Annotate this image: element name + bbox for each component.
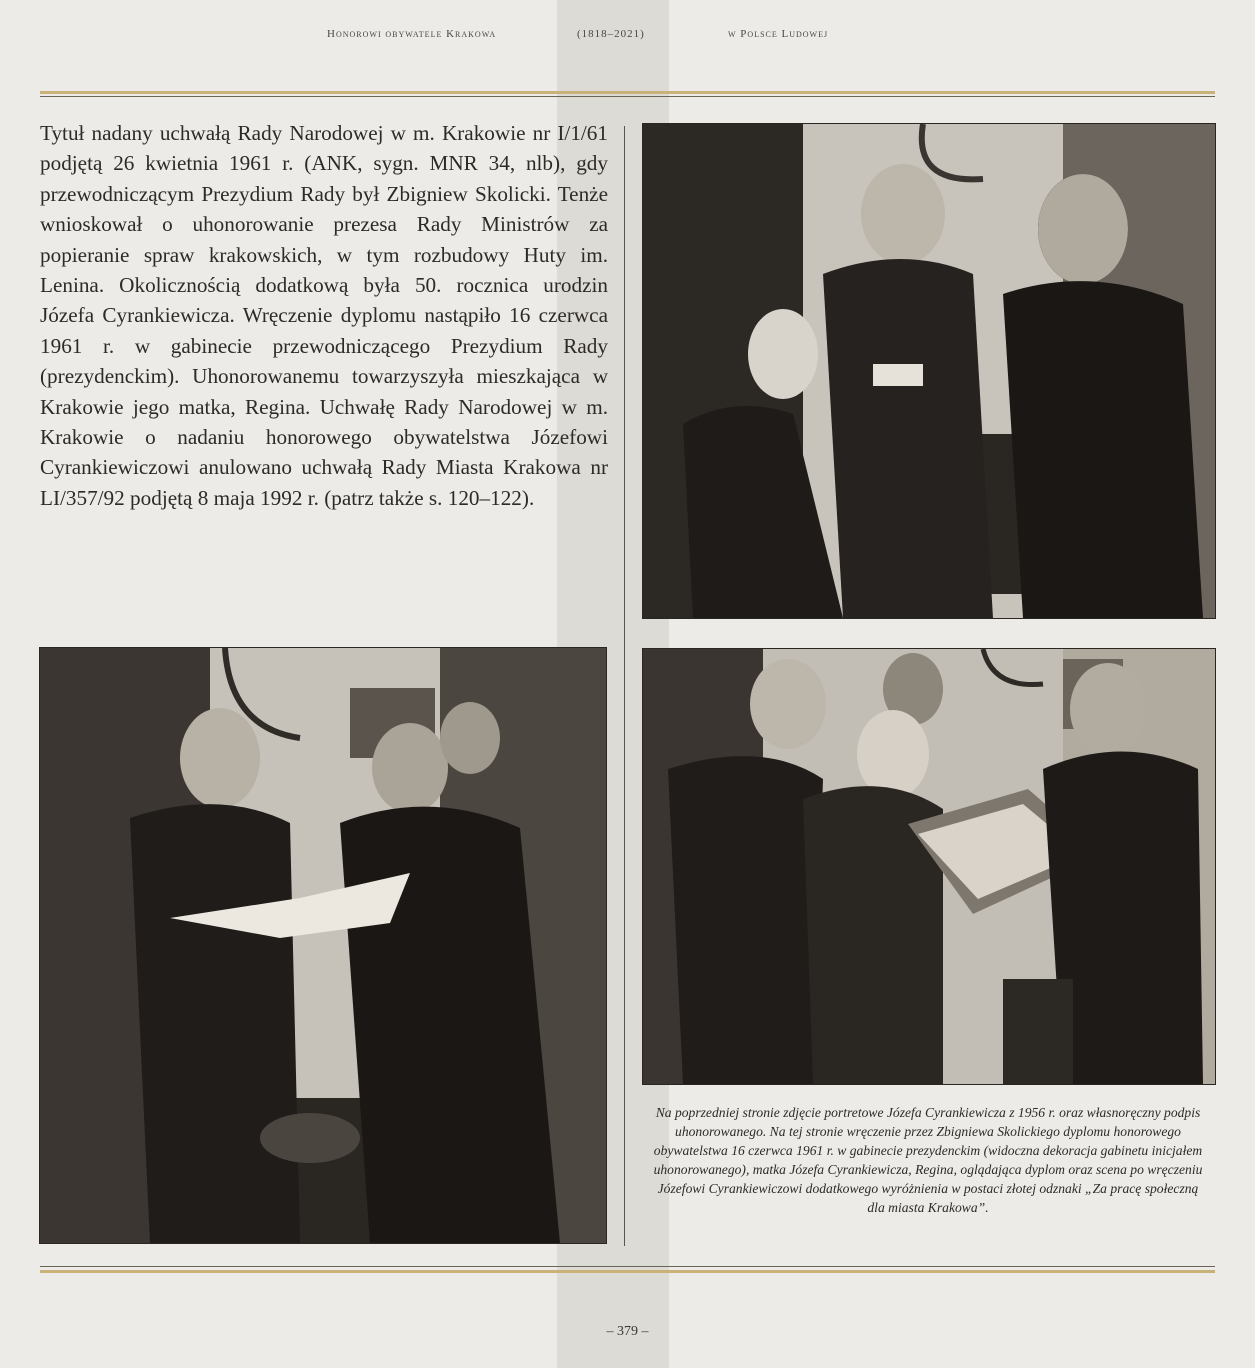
photo-caption: Na poprzedniej stronie zdjęcie portretowe Józefa Cyrankiewicza z 1956 r. oraz własnoręczny podpis uhonorowanego. Na tej stronie wręczenie przez Zbigniewa Skolickiego dyplomu honorowego obywatelstwa 16 czerwca 1961 r. w gabinecie prezydenckim (widoczna dekoracja gabinetu inicjałem uhonorowanego), matka Józefa Cyrankiewicza, Regina, oglądająca dyplom oraz scena po wręczeniu Józefowi Cyrankiewiczowi dodatkowego wyróżnienia w postaci złotej odznaki „Za pracę społeczną dla miasta Krakowa”.	[653, 1105, 1203, 1215]
photo-diploma-handover	[40, 648, 606, 1243]
column-divider	[624, 126, 625, 1246]
photo-mother-with-diploma	[643, 649, 1215, 1084]
footer-rule-gold	[40, 1270, 1215, 1273]
running-header	[0, 28, 1255, 50]
header-chapter: w Polsce Ludowej	[728, 28, 829, 40]
header-rule-gold	[40, 91, 1215, 94]
footer-rule-thin	[40, 1266, 1215, 1267]
photo-badge-presentation	[643, 124, 1215, 618]
header-book-title: Honorowi obywatele Krakowa	[327, 28, 497, 40]
main-paragraph: Tytuł nadany uchwałą Rady Narodowej w m. Krakowie nr I/1/61 podjętą 26 kwietnia 1961 r. (ANK, sygn. MNR 34, nlb), gdy przewodniczącym Prezydium Rady był Zbigniew Skolicki. Tenże wnioskował o uhonorowanie prezesa Rady Ministrów za popieranie spraw krakowskich, w tym rozbudowy Huty im. Lenina. Okolicznością dodatkową była 50. rocznica urodzin Józefa Cyrankiewicza. Wręczenie dyplomu nastąpiło 16 czerwca 1961 r. w gabinecie przewodniczącego Prezydium Rady (prezydenckim). Uhonorowanemu towarzyszyła mieszkająca w Krakowie jego matka, Regina. Uchwałę Rady Narodowej w m. Krakowie o nadaniu honorowego obywatelstwa Józefowi Cyrankiewiczowi anulowano uchwałą Rady Miasta Krakowa nr LI/357/92 podjętą 8 maja 1992 r. (patrz także s. 120–122).	[40, 121, 608, 510]
header-years: (1818–2021)	[577, 28, 645, 40]
header-rule-thin	[40, 96, 1215, 97]
page-number: – 379 –	[606, 1324, 649, 1339]
